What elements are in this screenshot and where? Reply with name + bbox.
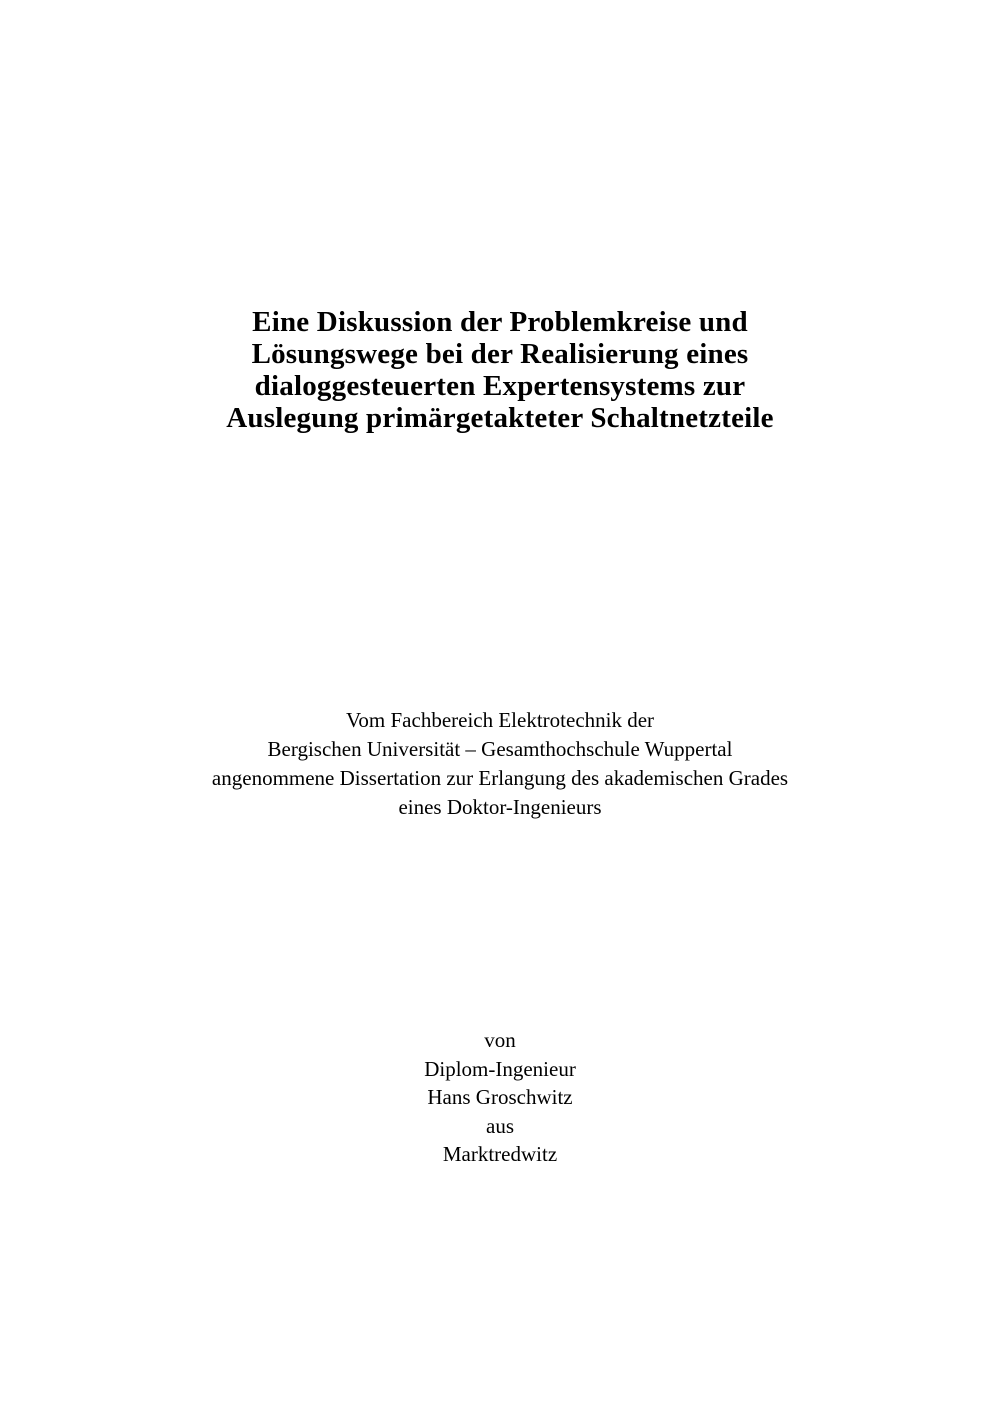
affiliation-line-4: eines Doktor-Ingenieurs [398,795,602,819]
title-line-4: Auslegung primärgetakteter Schaltnetzteile [226,402,774,434]
affiliation-line-2: Bergischen Universität – Gesamthochschule Wuppertal [267,737,733,761]
author-line-city: Marktredwitz [442,1142,558,1166]
title-line-1: Eine Diskussion der Problemkreise und [252,306,748,338]
affiliation-line-3: angenommene Dissertation zur Erlangung des akademischen Grades [211,766,789,790]
author-line-von: von [484,1028,516,1052]
author-line-name: Hans Groschwitz [427,1085,573,1109]
author-statement [0,1026,1000,1169]
author-line-degree: Diplom-Ingenieur [424,1056,576,1081]
affiliation-statement [0,706,1000,822]
author-line-aus: aus [486,1113,514,1138]
affiliation-line-1: Vom Fachbereich Elektrotechnik der [345,708,655,732]
title-line-3: dialoggesteuerten Expertensystems zur [254,370,746,402]
dissertation-title [0,306,1000,434]
title-line-2: Lösungswege bei der Realisierung eines [251,338,749,370]
